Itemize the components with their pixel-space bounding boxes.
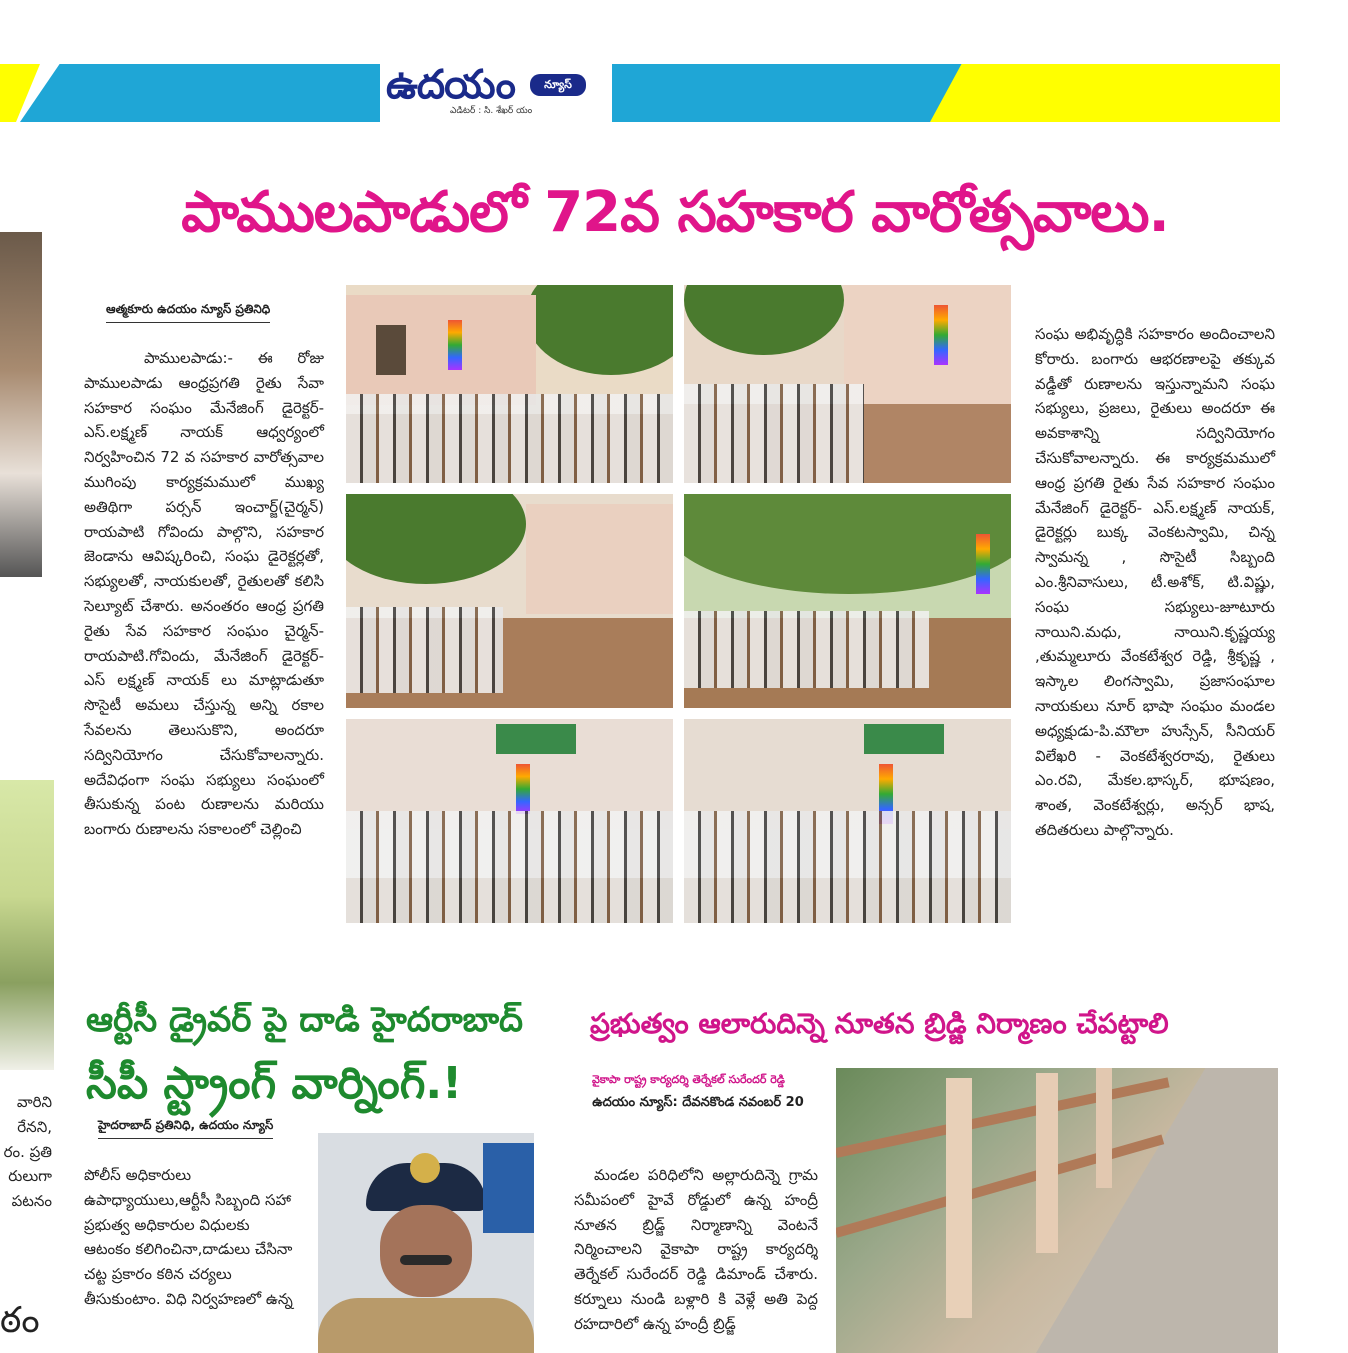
story1-byline: ఆత్మకూరు ఉదయం న్యూస్ ప్రతినిధి [106,302,270,323]
fragment-line-5: పటనం [11,1192,52,1211]
story2-body [84,1163,296,1353]
fragment-line-2: రేనని, [17,1117,52,1136]
story3-body-text: మండల పరిధిలోని అల్లారుదిన్నె గ్రామ సమీపంలో హైవే రోడ్డులో ఉన్న హంద్రీ నూతన బ్రిడ్జ్ నిర్మాణాన్ని వెంటనే నిర్మించాలని వైకాపా రాష్ట్ర కార్యదర్శి తెర్నేకల్ సురేందర్ రెడ్డి డిమాండ్ చేశారు. కర్నూలు నుండి బళ్లారి కి వెళ్లే అతి పెద్ద రహదారిలో ఉన్న హంద్రీ బ్రిడ్జ్ [574,1166,818,1333]
logo [380,64,612,120]
event-photo-5 [346,719,673,923]
story1-col1-text: పాములపాడు:- ఈ రోజు పాములపాడు ఆంధ్రప్రగతి రైతు సేవా సహకార సంఘం మేనేజింగ్ డైరెక్టర్- ఎస్.లక్ష్మణ్ నాయక్ ఆధ్వర్యంలో నిర్వహించిన 72 వ సహకార వారోత్సవాల ముగింపు కార్యక్రమములో ముఖ్య అతిథిగా పర్సన్ ఇంచార్జ్(చైర్మన్) రాయపాటి గోవిందు పాల్గొని, సహకార జెండాను ఆవిష్కరించి, సంఘ డైరెక్టర్లతో, సభ్యులతో, నాయకులతో, రైతులతో కలిసి సెల్యూట్ చేశారు. అనంతరం ఆంధ్ర ప్రగతి రైతు సేవ సహకార సంఘం చైర్మన్- రాయపాటి.గోవిందు, మేనేజింగ్ డైరెక్టర్- ఎస్ లక్ష్మణ్ నాయక్ లు మాట్లాడుతూ సొసైటీ అమలు చేస్తున్న అన్ని రకాల సేవలను తెలుసుకొని, అందరూ సద్వినియోగం చేసుకోవాలన్నారు. అదేవిధంగా సంఘ సభ్యులు సంఘంలో తీసుకున్న పంట రుణాలను మరియు బంగారు రుణాలను సకాలంలో చెల్లించి [84,349,324,839]
story2-headline-line2: సీపీ స్ట్రాంగ్ వార్నింగ్.! [86,1058,463,1109]
logo-news-badge: న్యూస్ [530,74,586,96]
left-column-fragment [0,1090,52,1214]
cropped-photo-left-middle [0,780,54,1070]
police-commissioner-photo [318,1133,534,1353]
fragment-line-3: రం. ప్రతి [3,1142,52,1161]
story2-body-text: పోలీస్ అధికారులు ఉపాధ్యాయులు,ఆర్టీసీ సిబ్బంది సహా ప్రభుత్వ అధికారుల విధులకు ఆటంకం కలిగించినా,దాడులు చేసినా చట్ట ప్రకారం కఠిన చర్యలు తీసుకుంటాం. విధి నిర్వహణలో ఉన్న [84,1166,293,1308]
masthead-blue-left [20,64,380,122]
editor-line: ఎడిటర్ : సి. శేఖర్ యం [450,106,533,116]
masthead [0,64,1280,122]
event-photo-3 [346,494,673,708]
fragment-line-1: వారిని [16,1093,52,1111]
event-photo-2 [684,285,1011,483]
bridge-photo [836,1068,1278,1353]
event-photo-1 [346,285,673,483]
masthead-yellow-right [930,64,1280,122]
story3-subhead: వైకాపా రాష్ట్ర కార్యదర్శి తెర్నేకల్ సురేందర్ రెడ్డి [592,1073,785,1086]
story3-headline: ప్రభుత్వం ఆలారుదిన్నె నూతన బ్రిడ్జి నిర్మాణం చేపట్టాలి [590,1007,1169,1040]
story2-byline: హైదరాబాద్ ప్రతినిధి, ఉదయం న్యూస్ [98,1118,273,1139]
story3-byline: ఉదయం న్యూస్: దేవనకొండ నవంబర్ 20 [592,1095,804,1110]
story3-body [574,1163,818,1353]
logo-text: ఉదయం [386,64,515,108]
event-photo-6 [684,719,1011,923]
story1-col2-text: సంఘ అభివృద్ధికి సహకారం అందించాలని కోరారు. బంగారు ఆభరణాలపై తక్కువ వడ్డీతో రుణాలను ఇస్తున్నామని సంఘ సభ్యులు, ప్రజలు, రైతులు అందరూ ఈ అవకాశాన్ని సద్వినియోగం చేసుకోవాలన్నారు. ఈ కార్యక్రమములో ఆంధ్ర ప్రగతి రైతు సేవ సహకార సంఘం మేనేజింగ్ డైరెక్టర్- ఎస్.లక్ష్మణ్ నాయక్, డైరెక్టర్లు బుక్క వెంకటస్వామి, చిన్న స్వామన్న , సొసైటీ సిబ్బంది ఎం.శ్రీనివాసులు, టీ.అశోక్, టి.విష్ణు, సంఘ సభ్యులు-జూటూరు నాయిని.మధు, నాయిని.కృష్ణయ్య ,తుమ్మలూరు వేంకటేశ్వర రెడ్డి, శ్రీకృష్ణ , ఇస్కాల లింగస్వామి, ప్రజాసంఘాల నాయకులు నూర్ భాషా సంఘం మండల అధ్యక్షుడు-పి.మౌలా హుస్సేన్, సీనియర్ విలేఖరి - వెంకటేశ్వరరావు, రైతులు ఎం.రవి, మేకల.భాస్కర్, భూషణం, శాంత, వెంకటేశ్వర్లు, అన్సర్ భాష, తదితరులు పాల్గొన్నారు. [1035,325,1275,839]
story1-column-2 [1035,322,1275,843]
left-fragment-bottom: ఠం [0,1300,40,1341]
event-photo-4 [684,494,1011,708]
masthead-blue-right [612,64,962,122]
main-headline: పాములపాడులో 72వ సహకార వారోత్సవాలు. [181,180,1169,245]
fragment-line-4: రులుగా [8,1167,52,1186]
story1-column-1 [84,346,324,842]
cropped-photo-left-top [0,232,42,577]
story2-headline-line1: ఆర్టీసీ డ్రైవర్ పై దాడి హైదరాబాద్ [86,1000,524,1040]
